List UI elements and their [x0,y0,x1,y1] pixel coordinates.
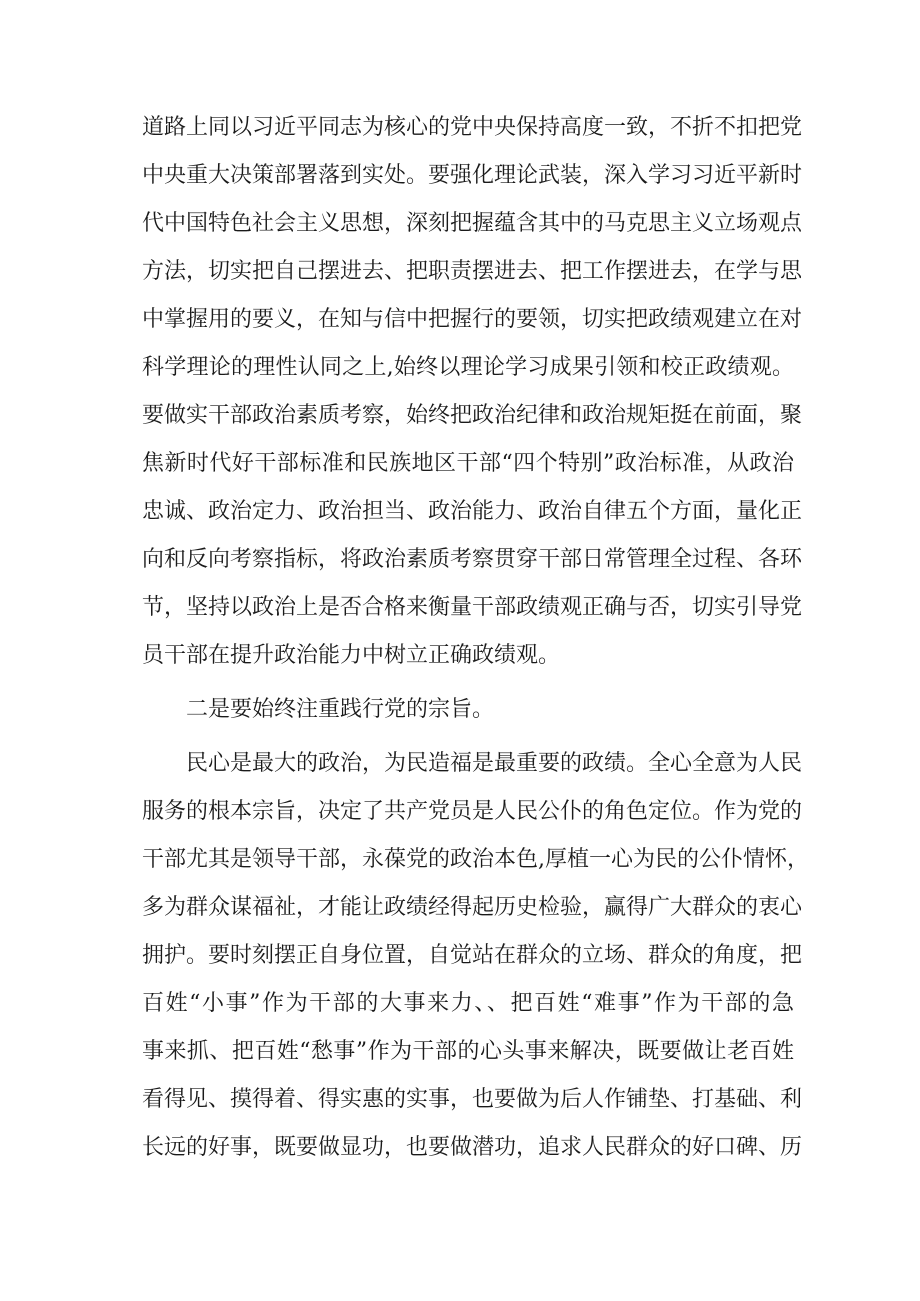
section-heading: 二是要始终注重践行党的宗旨。 [186,697,495,722]
text-line: 服务的根本宗旨，决定了共产党员是人民公仆的角色定位。作为党的 [142,799,803,824]
text-line: 民心是最大的政治，为民造福是最重要的政绩。全心全意为人民 [186,751,803,776]
paragraph-1 [142,104,802,680]
text-line: 忠诚、政治定力、政治担当、政治能力、政治自律五个方面，量化正 [142,499,803,524]
text-line: 拥护。要时刻摆正自身位置，自觉站在群众的立场、群众的角度，把 [142,943,803,968]
text-line: 多为群众谋福祉，才能让政绩经得起历史检验，赢得广大群众的衷心 [142,895,803,920]
text-line: 科学理论的理性认同之上,始终以理论学习成果引领和校正政绩观。 [142,355,794,380]
text-line: 看得见、摸得着、得实惠的实事，也要做为后人作铺垫、打基础、利 [142,1087,803,1112]
text-line: 向和反向考察指标，将政治素质考察贯穿干部日常管理全过程、各环 [142,547,803,572]
text-line: 干部尤其是领导干部，永葆党的政治本色,厚植一心为民的公仆情怀， [142,847,809,872]
paragraph-2 [142,740,809,1172]
text-line: 要做实干部政治素质考察，始终把政治纪律和政治规矩挺在前面，聚 [142,403,803,428]
text-line: 道路上同以习近平同志为核心的党中央保持高度一致，不折不扣把党 [142,115,803,140]
text-line: 员干部在提升政治能力中树立正确政绩观。 [142,643,561,668]
text-line: 节，坚持以政治上是否合格来衡量干部政绩观正确与否，切实引导党 [142,595,803,620]
text-line: 中央重大决策部署落到实处。要强化理论武装，深入学习习近平新时 [142,163,803,188]
text-line: 百姓“小事”作为干部的大事来力、、把百姓“难事”作为干部的急 [142,991,794,1016]
document-body [142,104,809,1172]
text-line: 事来抓、把百姓“愁事”作为干部的心头事来解决，既要做让老百姓 [142,1039,794,1064]
text-line: 中掌握用的要义，在知与信中把握行的要领，切实把政绩观建立在对 [142,307,803,332]
text-line: 焦新时代好干部标准和民族地区干部“四个特别”政治标准，从政治 [142,451,794,476]
text-line: 长远的好事，既要做显功，也要做潜功，追求人民群众的好口碑、历 [142,1135,803,1160]
text-line: 代中国特色社会主义思想，深刻把握蕴含其中的马克思主义立场观点 [142,211,803,236]
text-line: 方法，切实把自己摆进去、把职责摆进去、把工作摆进去，在学与思 [142,259,803,284]
